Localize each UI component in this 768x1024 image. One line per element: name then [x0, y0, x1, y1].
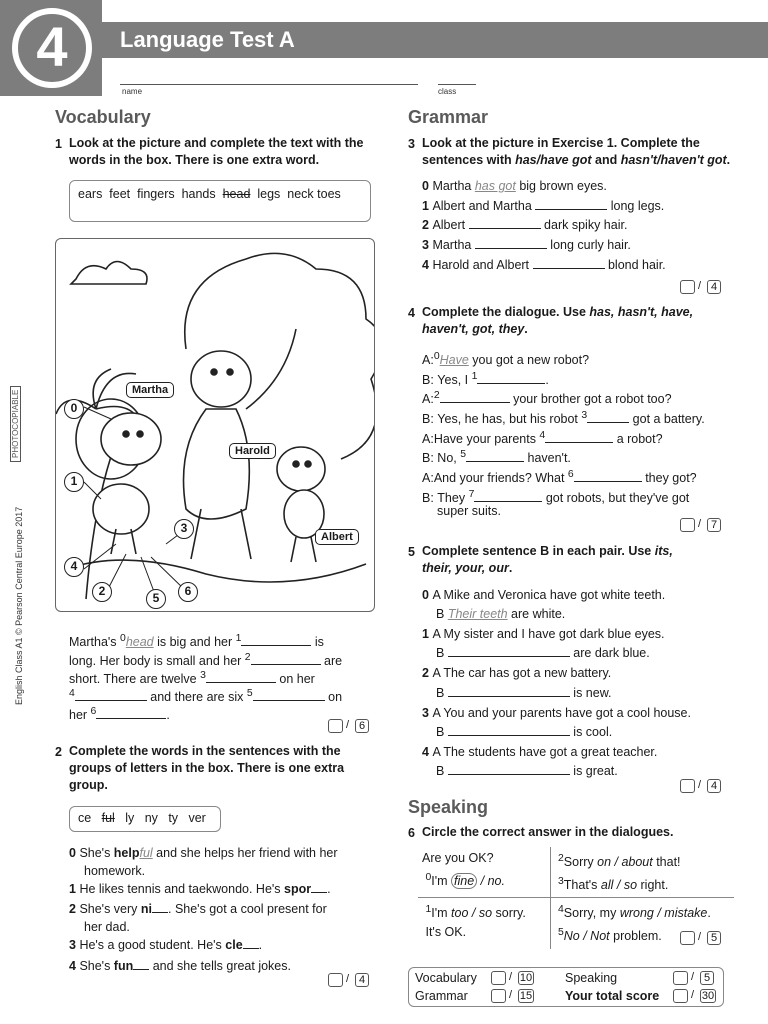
ex5-item: 1 A My sister and I have got dark blue eyes. — [422, 627, 665, 641]
exercise-2-instructions: Complete the words in the sentences with the groups of letters in the box. There is one extra group. — [69, 744, 345, 792]
total-score: / 30 — [691, 989, 715, 1002]
dialogue-line: A:$^2$ your brother got a robot too? — [422, 390, 672, 407]
score-total: / 4 — [698, 280, 701, 292]
ex5-item: 4 A The students have got a great teacher. — [422, 745, 658, 759]
exercise-number: 2 — [55, 745, 62, 759]
page-title: Language Test A — [120, 27, 295, 52]
grammar-score-label: Grammar — [415, 989, 468, 1003]
ex3-item: 2 Albert dark spiky hair. — [422, 218, 628, 232]
exercise-number: 6 — [408, 826, 415, 840]
vocabulary-heading: Vocabulary — [55, 107, 151, 127]
score-total: / 6 — [346, 719, 349, 731]
word: fingers — [137, 187, 175, 201]
name-line — [120, 84, 418, 85]
word: toes — [317, 187, 341, 201]
answer-blank[interactable] — [133, 958, 149, 970]
answer-choice[interactable]: wrong / mistake — [619, 906, 708, 921]
answer-blank[interactable] — [587, 411, 629, 423]
dialogue-line: B: No, $^5$ haven't. — [422, 449, 571, 466]
martha-eye-shape — [137, 431, 143, 437]
martha-head-shape — [101, 413, 161, 465]
answer-blank[interactable] — [75, 689, 147, 701]
score-box[interactable] — [491, 989, 506, 1003]
score-box[interactable] — [680, 931, 695, 945]
exercise-number: 1 — [55, 137, 62, 151]
example-word: head — [222, 187, 251, 201]
dialogue-cell: $^1$I'm too / so sorry. It's OK. — [418, 898, 550, 949]
answer-blank[interactable] — [96, 707, 166, 719]
score-summary — [408, 967, 724, 1007]
ex5-item: 2 A The car has got a new battery. — [422, 666, 612, 680]
score-box[interactable] — [680, 779, 695, 793]
exercise-3-instructions: Look at the picture in Exercise 1. Complete the sentences with has/have got and hasn't/haven't got. — [422, 136, 731, 167]
number-label-3: 3 — [174, 519, 194, 539]
answer-choice[interactable]: No / Not — [563, 929, 610, 944]
ex2-item: 1 He likes tennis and taekwondo. He's spor . — [69, 882, 331, 896]
word: ears — [78, 187, 103, 201]
number-label-5: 5 — [146, 589, 166, 609]
exercise-6-instructions: Circle the correct answer in the dialogues. — [422, 825, 674, 839]
vocab-score-label: Vocabulary — [415, 971, 477, 985]
harold-arm-shape — [246, 329, 296, 409]
dialogue-line: A:Have your parents $^4$ a robot? — [422, 430, 663, 447]
ex2-item: 4 She's fun and she tells great jokes. — [69, 959, 291, 973]
score-total: / 4 — [698, 779, 701, 791]
total-score-label: Your total score — [565, 989, 660, 1003]
harold-head-shape — [191, 351, 251, 407]
cartoon-picture — [55, 238, 375, 612]
word: neck — [287, 187, 314, 201]
score-total: / 7 — [698, 518, 701, 530]
speaking-heading: Speaking — [408, 797, 489, 817]
answer-choice[interactable]: on / about — [597, 855, 653, 870]
word: hands — [181, 187, 216, 201]
harold-eye-shape — [227, 369, 233, 375]
ex5-item-b: B is great. — [436, 764, 618, 778]
number-label-4: 4 — [64, 557, 84, 577]
exercise-4-instructions: Complete the dialogue. Use has, hasn't, have, haven't, got, they. — [422, 305, 694, 336]
vocab-score-total: / 10 — [509, 971, 533, 984]
word-box-1 — [69, 180, 371, 222]
unit-number: 4 — [12, 8, 92, 88]
ex5-item-b: B are dark blue. — [436, 646, 650, 660]
dialogue-cell: $^2$Sorry on / about that! $^3$That's all / so right. — [550, 847, 734, 898]
dialogue-line: B: They $^7$ got robots, but they've got — [422, 489, 690, 506]
score-box[interactable] — [673, 971, 688, 985]
number-label-1: 1 — [64, 472, 84, 492]
exercise-1-instructions: Look at the picture and complete the text with the words in the box. There is one extra word. — [69, 136, 364, 167]
ground-shape — [66, 560, 366, 582]
word: feet — [109, 187, 131, 201]
dialogue-cell: Are you OK? $^0$I'm fine / no. — [418, 847, 550, 898]
score-box[interactable] — [328, 973, 343, 987]
ex1-text-line: short. There are twelve $^3$ on her — [69, 670, 315, 687]
answer-blank[interactable] — [206, 671, 276, 683]
class-label: class — [438, 87, 457, 96]
answer-blank[interactable] — [440, 391, 510, 403]
class-line — [438, 84, 476, 85]
cloud-shape — [71, 262, 147, 285]
ex2-item-cont: homework. — [84, 864, 146, 878]
circled-answer: fine — [451, 873, 477, 889]
harold-body-shape — [184, 409, 250, 519]
albert-eye-shape — [305, 461, 311, 467]
ex1-text-line: her $^6$ . — [69, 706, 170, 723]
speaking-score-label: Speaking — [565, 971, 618, 985]
answer-blank[interactable] — [466, 450, 524, 462]
answer-blank[interactable] — [311, 881, 327, 893]
albert-legs-shape — [291, 537, 316, 562]
number-label-6: 6 — [178, 582, 198, 602]
dialogue-line: A:$^0$Have you got a new robot? — [422, 351, 590, 368]
ex2-item: 0 She's helpful and she helps her friend with her — [69, 846, 338, 860]
ex2-item: 2 She's very ni . She's got a cool present for — [69, 902, 327, 916]
answer-blank[interactable] — [475, 237, 547, 249]
ex3-item: 4 Harold and Albert blond hair. — [422, 258, 666, 272]
name-label: name — [122, 87, 143, 96]
exercise-number: 4 — [408, 306, 415, 320]
dialogue-line: B: Yes, he has, but his robot $^3$ got a battery. — [422, 410, 705, 427]
answer-blank[interactable] — [241, 634, 311, 646]
ex1-text-line: Martha's $^0$head is big and her $^1$ is — [69, 633, 324, 650]
answer-choice[interactable]: too / so — [451, 906, 493, 921]
martha-body-shape — [93, 484, 149, 534]
dialogue-line: B: Yes, I $^1$ . — [422, 371, 549, 388]
answer-blank[interactable] — [477, 372, 545, 384]
score-box[interactable] — [673, 989, 688, 1003]
answer-choice[interactable]: all / so — [600, 878, 638, 893]
dialogue-line-cont: super suits. — [437, 504, 501, 518]
grammar-heading: Grammar — [408, 107, 489, 127]
label-harold: Harold — [229, 443, 276, 459]
ex3-item: 0 Martha has got big brown eyes. — [422, 179, 607, 193]
ex2-item: 3 He's a good student. He's cle . — [69, 938, 263, 952]
ex5-item: 3 A You and your parents have got a cool house. — [422, 706, 691, 720]
ex3-item: 3 Martha long curly hair. — [422, 238, 631, 252]
answer-blank[interactable] — [535, 198, 607, 210]
exercise-5-instructions: Complete sentence B in each pair. Use its, their, your, our. — [422, 544, 673, 575]
ex3-item: 1 Albert and Martha long legs. — [422, 199, 665, 213]
speaking-score-total: / 5 — [691, 971, 694, 983]
photocopiable-label: PHOTOCOPIABLE — [10, 386, 21, 462]
answer-blank[interactable] — [474, 490, 542, 502]
ex5-item-b: B Their teeth are white. — [436, 607, 566, 621]
score-total: / 4 — [346, 973, 349, 985]
dialogue-cell: $^4$Sorry, my wrong / mistake. $^5$No / Not problem. — [557, 904, 711, 944]
score-total: / 5 — [698, 931, 701, 943]
grammar-score-total: / 15 — [509, 989, 533, 1002]
score-box[interactable] — [680, 280, 695, 294]
dialogue-line: A:And your friends? What $^6$ they got? — [422, 469, 697, 486]
answer-blank[interactable] — [253, 689, 325, 701]
albert-head-shape — [277, 447, 325, 491]
ex5-item-b: B is cool. — [436, 725, 613, 739]
answer-blank[interactable] — [152, 901, 168, 913]
label-martha: Martha — [126, 382, 174, 398]
ex1-text-line: $^4$ and there are six $^5$ on — [69, 688, 343, 705]
exercise-number: 5 — [408, 545, 415, 559]
answer-blank[interactable] — [545, 431, 613, 443]
cartoon-illustration — [56, 239, 375, 612]
answer-blank[interactable] — [448, 724, 570, 736]
harold-eye-shape — [211, 369, 217, 375]
copyright-text: English Class A1 © Pearson Central Europe 2017 — [14, 506, 24, 705]
ex5-item: 0 A Mike and Veronica have got white teeth. — [422, 588, 666, 602]
answer-blank[interactable] — [243, 937, 259, 949]
ex2-item-cont: her dad. — [84, 920, 130, 934]
answer-blank[interactable] — [448, 763, 570, 775]
score-box[interactable] — [491, 971, 506, 985]
word-box-2: ce ful ly ny ty ver — [69, 806, 221, 832]
martha-eye-shape — [123, 431, 129, 437]
number-label-0: 0 — [64, 399, 84, 419]
score-box[interactable] — [328, 719, 343, 733]
answer-blank[interactable] — [251, 653, 321, 665]
answer-blank[interactable] — [469, 217, 541, 229]
albert-eye-shape — [293, 461, 299, 467]
exercise-number: 3 — [408, 137, 415, 151]
ex5-item-b: B is new. — [436, 686, 612, 700]
label-albert: Albert — [315, 529, 359, 545]
answer-blank[interactable] — [448, 645, 570, 657]
answer-blank[interactable] — [533, 257, 605, 269]
ex1-text-line: long. Her body is small and her $^2$ are — [69, 652, 343, 669]
answer-blank[interactable] — [574, 470, 642, 482]
word: legs — [257, 187, 281, 201]
number-label-2: 2 — [92, 582, 112, 602]
answer-blank[interactable] — [448, 685, 570, 697]
score-box[interactable] — [680, 518, 695, 532]
